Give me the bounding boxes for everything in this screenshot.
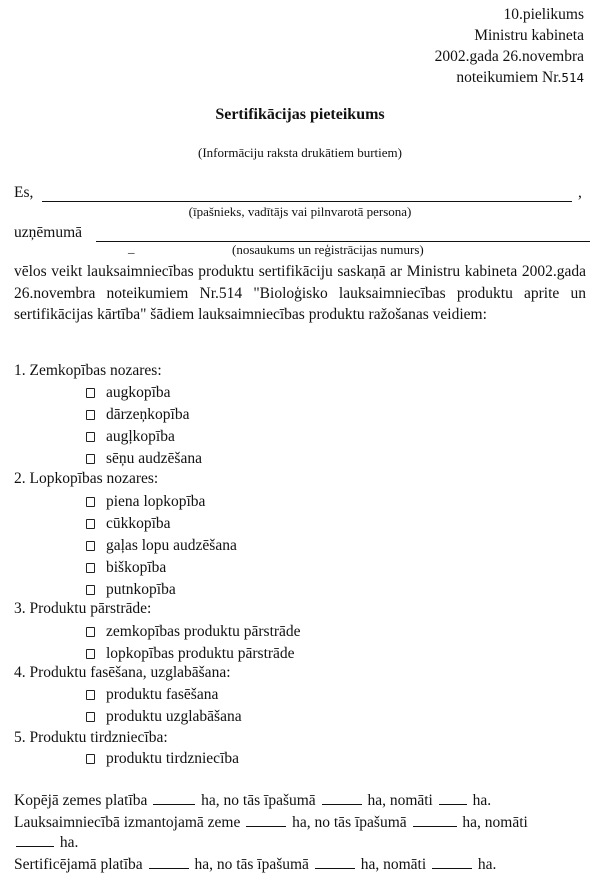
checkbox-icon[interactable] (86, 432, 95, 442)
ha-suffix: ha. (59, 834, 79, 851)
checkbox-icon[interactable] (86, 712, 95, 722)
checkbox-label: piena lopkopība (106, 493, 206, 510)
agricultural-land-row (14, 813, 528, 832)
total-land-area-field[interactable] (153, 791, 195, 805)
applicant-field[interactable] (42, 201, 572, 202)
checkbox-item[interactable] (86, 384, 171, 402)
checkbox-icon[interactable] (86, 690, 95, 700)
checkbox-icon[interactable] (86, 627, 95, 637)
checkbox-label: biškopība (106, 559, 167, 576)
certified-area-row (14, 855, 496, 874)
section-title: 2. Lopkopības nozares: (14, 470, 159, 487)
intro-paragraph: vēlos veikt lauksaimniecības produktu sertifikāciju saskaņā ar Ministru kabineta 2002.gada 26.novembra noteikumiem Nr.514 "Bioloģisko lauksaimniecības produktu aprite un sertifikācijas kārtība" šādiem lauksaimniecības produktu ražošanas veidiem: (14, 263, 586, 323)
ha-suffix: ha. (472, 792, 492, 809)
checkbox-item[interactable] (86, 450, 202, 468)
section-title: 4. Produktu fasēšana, uzglabāšana: (14, 664, 231, 681)
checkbox-item[interactable] (86, 537, 237, 555)
rented-label: ha, nomāti (367, 792, 433, 809)
checkbox-label: produktu fasēšana (106, 686, 219, 703)
certified-area-owned-field[interactable] (315, 855, 355, 869)
section-title: 5. Produktu tirdzniecība: (14, 729, 168, 746)
certified-area-label: Sertificējamā platība (14, 856, 143, 873)
checkbox-icon[interactable] (86, 454, 95, 464)
reference-line-cabinet: Ministru kabineta (474, 27, 584, 44)
section-title: 1. Zemkopības nozares: (14, 362, 162, 379)
checkbox-icon[interactable] (86, 754, 95, 764)
checkbox-icon[interactable] (86, 541, 95, 551)
checkbox-item[interactable] (86, 623, 301, 641)
checkbox-label: augļkopība (106, 428, 175, 445)
checkbox-item[interactable] (86, 493, 205, 511)
total-land-owned-field[interactable] (322, 791, 362, 805)
checkbox-item[interactable] (86, 406, 190, 424)
owned-label: ha, no tās īpašumā (194, 856, 309, 873)
checkbox-icon[interactable] (86, 388, 95, 398)
certified-area-field[interactable] (149, 855, 189, 869)
agricultural-land-owned-field[interactable] (413, 813, 457, 827)
company-dash: _ (128, 240, 135, 255)
page-title: Sertifikācijas pieteikums (215, 106, 385, 123)
regulation-prefix: noteikumiem Nr. (456, 69, 562, 86)
checkbox-icon[interactable] (86, 497, 95, 507)
checkbox-icon[interactable] (86, 563, 95, 573)
checkbox-item[interactable] (86, 428, 175, 446)
total-land-row (14, 791, 491, 810)
regulation-number: 514 (561, 70, 584, 85)
checkbox-item[interactable] (86, 581, 176, 599)
checkbox-item[interactable] (86, 645, 295, 663)
checkbox-label: cūkkopība (106, 515, 171, 532)
agricultural-land-area-field[interactable] (246, 813, 286, 827)
checkbox-item[interactable] (86, 750, 239, 768)
checkbox-label: lopkopības produktu pārstrāde (106, 645, 295, 662)
company-caption: (nosaukums un reģistrācijas numurs) (232, 242, 424, 257)
reference-line-annex: 10.pielikums (503, 6, 584, 23)
checkbox-label: putnkopība (106, 581, 176, 598)
applicant-comma: , (578, 184, 582, 201)
checkbox-label: sēņu audzēšana (106, 450, 202, 467)
applicant-label: Es, (14, 184, 34, 201)
checkbox-icon[interactable] (86, 585, 95, 595)
checkbox-label: zemkopības produktu pārstrāde (106, 623, 301, 640)
reference-line-regulation (456, 67, 584, 88)
certified-area-rented-field[interactable] (432, 855, 472, 869)
checkbox-label: produktu uzglabāšana (106, 708, 242, 725)
checkbox-item[interactable] (86, 686, 218, 704)
total-land-rented-field[interactable] (439, 791, 467, 805)
agricultural-land-label: Lauksaimniecībā izmantojamā zeme (14, 814, 241, 831)
owned-label: ha, no tās īpašumā (292, 814, 407, 831)
checkbox-label: dārzeņkopība (106, 406, 190, 423)
checkbox-label: augkopība (106, 384, 171, 401)
checkbox-icon[interactable] (86, 649, 95, 659)
company-label: uzņēmumā (14, 224, 83, 241)
section-title: 3. Produktu pārstrāde: (14, 600, 152, 617)
ha-suffix: ha. (477, 856, 497, 873)
rented-label: ha, nomāti (360, 856, 427, 873)
reference-line-date: 2002.gada 26.novembra (434, 48, 584, 65)
agricultural-land-wrap (14, 833, 78, 852)
page-subtitle: (Informāciju raksta drukātiem burtiem) (198, 145, 402, 160)
checkbox-icon[interactable] (86, 410, 95, 420)
checkbox-icon[interactable] (86, 519, 95, 529)
checkbox-label: gaļas lopu audzēšana (106, 537, 237, 554)
applicant-caption: (īpašnieks, vadītājs vai pilnvarotā persona) (188, 204, 412, 219)
checkbox-label: produktu tirdzniecība (106, 750, 239, 767)
checkbox-item[interactable] (86, 708, 242, 726)
rented-label: ha, nomāti (462, 814, 528, 831)
total-land-label: Kopējā zemes platība (14, 792, 148, 809)
checkbox-item[interactable] (86, 515, 171, 533)
owned-label: ha, no tās īpašumā (201, 792, 316, 809)
checkbox-item[interactable] (86, 559, 166, 577)
agricultural-land-rented-field[interactable] (16, 833, 54, 847)
